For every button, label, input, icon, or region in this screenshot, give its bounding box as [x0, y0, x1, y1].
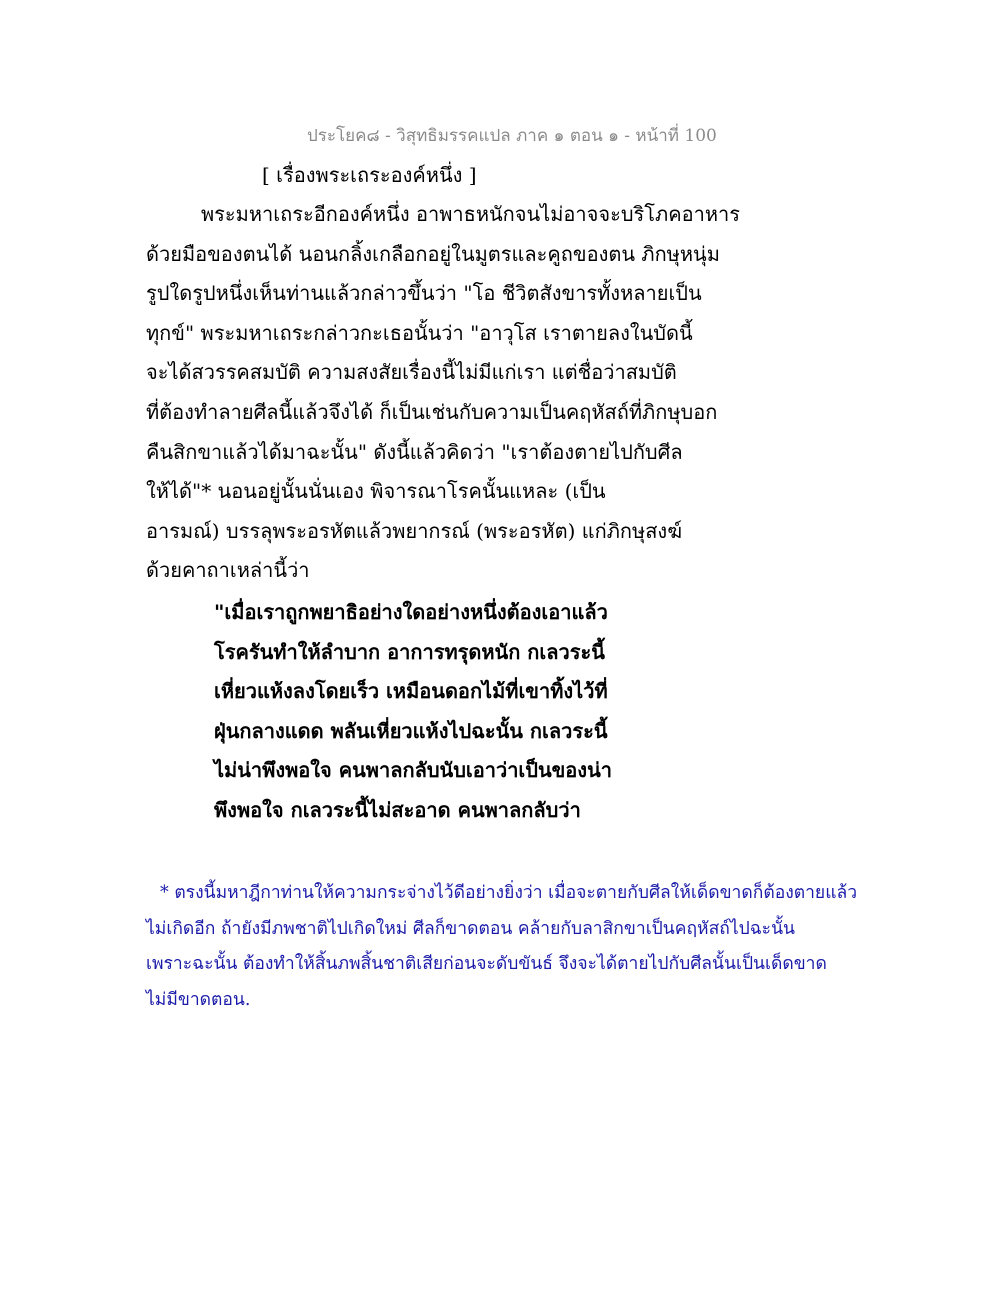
- body-line: ด้วยคาถาเหล่านี้ว่า: [146, 558, 310, 583]
- verse-line: "เมื่อเราถูกพยาธิอย่างใดอย่างหนึ่งต้องเอาแล้ว: [214, 600, 608, 624]
- body-line: อารมณ์) บรรลุพระอรหัตแล้วพยากรณ์ (พระอรหัต) แก่ภิกษุสงฆ์: [146, 518, 683, 543]
- body-line: รูปใดรูปหนึ่งเห็นท่านแล้วกล่าวขึ้นว่า "โอ ชีวิตสังขารทั้งหลายเป็น: [146, 281, 702, 306]
- body-line: พระมหาเถระอีกองค์หนึ่ง อาพาธหนักจนไม่อาจจะบริโภคอาหาร: [201, 202, 740, 226]
- verse-line: โรครันทำให้ลำบาก อาการทรุดหนัก กเลวระนี้: [214, 639, 605, 664]
- footnote: [146, 880, 866, 1022]
- verse-line: พึงพอใจ กเลวระนี้ไม่สะอาด คนพาลกลับว่า: [214, 797, 581, 822]
- footnote-line: เพราะฉะนั้น ต้องทำให้สิ้นภพสิ้นชาติเสียก่อนจะดับขันธ์ จึงจะได้ตายไปกับศีลนั้นเป็นเด็ดขาด: [146, 954, 827, 974]
- page-header: ประโยค๘ - วิสุทธิมรรคแปล ภาค ๑ ตอน ๑ - หน้าที่ 100: [307, 126, 717, 146]
- verse-block: [214, 598, 714, 836]
- body-line: ให้ได้"* นอนอยู่นั้นนั่นเอง พิจารณาโรคนั้นแหละ (เป็น: [146, 479, 606, 504]
- footnote-line: ไม่เกิดอีก ถ้ายังมีภพชาติไปเกิดใหม่ ศีลก็ขาดตอน คล้ายกับลาสิกขาเป็นคฤหัสถ์ไปฉะนั้น: [146, 918, 796, 939]
- body-line: คืนสิกขาแล้วได้มาฉะนั้น" ดังนี้แล้วคิดว่า "เราต้องตายไปกับศีล: [146, 439, 683, 464]
- body-line: จะได้สวรรคสมบัติ ความสงสัยเรื่องนี้ไม่มีแก่เรา แต่ชื่อว่าสมบัติ: [146, 360, 677, 385]
- footnote-line: * ตรงนี้มหาฎีกาท่านให้ความกระจ่างไว้ดีอย่างยิ่งว่า เมื่อจะตายกับศีลให้เด็ดขาดก็ต้องตายแล้ว: [160, 883, 858, 903]
- body-text: [146, 200, 746, 596]
- verse-line: เหี่ยวแห้งลงโดยเร็ว เหมือนดอกไม้ที่เขาทิ้งไว้ที่: [214, 679, 608, 704]
- body-line: ที่ต้องทำลายศีลนี้แล้วจึงได้ ก็เป็นเช่นกับความเป็นคฤหัสถ์ที่ภิกษุบอก: [146, 399, 718, 424]
- body-line: ทุกข์" พระมหาเถระกล่าวกะเธอนั้นว่า "อาวุโส เราตายลงในบัดนี้: [146, 320, 693, 345]
- section-title: [ เรื่องพระเถระองค์หนึ่ง ]: [262, 163, 477, 187]
- verse-line: ไม่น่าพึงพอใจ คนพาลกลับนับเอาว่าเป็นของน่า: [214, 758, 612, 783]
- body-line: ด้วยมือของตนได้ นอนกลิ้งเกลือกอยู่ในมูตรและคูถของตน ภิกษุหนุ่ม: [146, 241, 720, 266]
- footnote-line: ไม่มีขาดตอน.: [146, 989, 251, 1010]
- verse-line: ฝุ่นกลางแดด พลันเหี่ยวแห้งไปฉะนั้น กเลวระนี้: [214, 718, 608, 743]
